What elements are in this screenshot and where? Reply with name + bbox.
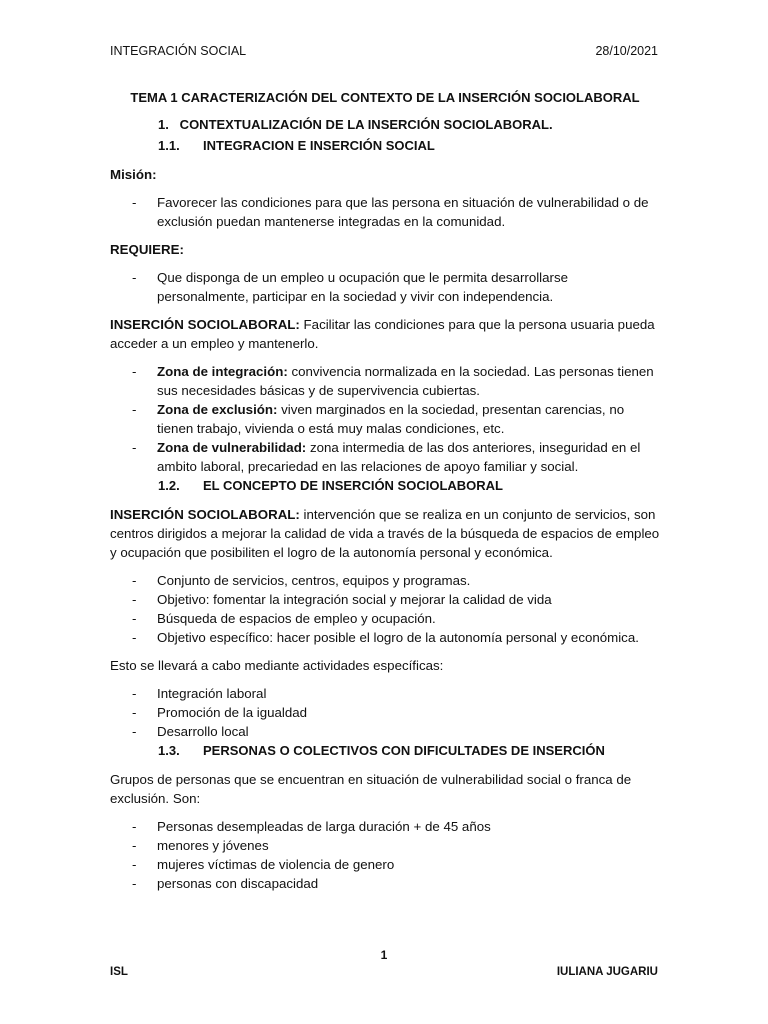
- page-number: 1: [380, 948, 388, 962]
- header-date: 28/10/2021: [595, 44, 658, 58]
- list-item: - Zona de integración: convivencia normalizada en la sociedad. Las personas tienen sus necesidades básicas y de supervivencia cubiertas.: [132, 364, 654, 398]
- section-1-3-heading: [110, 741, 660, 761]
- list-item: - mujeres víctimas de violencia de genero: [132, 857, 395, 872]
- section-number: 1.1.: [158, 138, 180, 153]
- dash-bullet: -: [132, 611, 137, 626]
- dash-bullet: -: [132, 857, 137, 872]
- dash-bullet: -: [132, 195, 137, 210]
- insercion-definition-1: INSERCIÓN SOCIOLABORAL: Facilitar las condiciones para que la persona usuaria pueda acceder a un empleo y mantenerlo.: [110, 317, 655, 351]
- insercion-definition-2: INSERCIÓN SOCIOLABORAL: intervención que se realiza en un conjunto de servicios, son centros dirigidos a mejorar la calidad de vida a través de la búsqueda de espacios de empleo y ocupación que posibiliten el logro de la autonomía personal y económica.: [110, 507, 660, 560]
- dash-bullet: -: [132, 724, 137, 739]
- requiere-label: REQUIERE:: [110, 242, 184, 257]
- section-1-2-heading: [110, 476, 660, 496]
- list-item: - Desarrollo local: [132, 724, 249, 739]
- list-item: - Búsqueda de espacios de empleo y ocupación.: [132, 611, 436, 626]
- list-item: - Favorecer las condiciones para que las persona en situación de vulnerabilidad o de exclusión puedan mantenerse integradas en la comunidad.: [132, 195, 649, 229]
- dash-bullet: -: [132, 838, 137, 853]
- dash-bullet: -: [132, 270, 137, 285]
- list-item: - Que disponga de un empleo u ocupación que le permita desarrollarse personalmente, participar en la sociedad y vivir con independencia.: [132, 270, 568, 304]
- list-item: - Personas desempleadas de larga duración + de 45 años: [132, 819, 491, 834]
- mision-list: [110, 193, 660, 231]
- dash-bullet: -: [132, 630, 137, 645]
- dash-bullet: -: [132, 440, 137, 455]
- header-left: INTEGRACIÓN SOCIAL: [110, 44, 247, 58]
- section-title: PERSONAS O COLECTIVOS CON DIFICULTADES DE INSERCIÓN: [203, 743, 605, 758]
- list-item: - Zona de exclusión: viven marginados en la sociedad, presentan carencias, no tienen trabajo, vivienda o está muy malas condiciones, etc.: [132, 402, 625, 436]
- document-body: [110, 88, 660, 893]
- dash-bullet: -: [132, 686, 137, 701]
- dash-bullet: -: [132, 592, 137, 607]
- actividades-list: [110, 684, 660, 741]
- actividades-intro: Esto se llevará a cabo mediante actividades específicas:: [110, 658, 444, 673]
- footer-author: IULIANA JUGARIU: [556, 966, 658, 978]
- mision-label: Misión:: [110, 167, 157, 182]
- list-item: - Integración laboral: [132, 686, 267, 701]
- zonas-list: [110, 362, 660, 476]
- list-item: - menores y jóvenes: [132, 838, 269, 853]
- section-number: 1.3.: [158, 743, 180, 758]
- list-item: - Zona de vulnerabilidad: zona intermedia de las dos anteriores, inseguridad en el ambito laboral, precariedad en las relaciones de apoyo familiar y social.: [132, 440, 641, 474]
- section-title: EL CONCEPTO DE INSERCIÓN SOCIOLABORAL: [203, 478, 503, 493]
- servicios-list: [110, 571, 660, 647]
- list-item: - Objetivo: fomentar la integración social y mejorar la calidad de vida: [132, 592, 552, 607]
- section-title: INTEGRACION E INSERCIÓN SOCIAL: [203, 138, 435, 153]
- dash-bullet: -: [132, 705, 137, 720]
- dash-bullet: -: [132, 876, 137, 891]
- list-item: - Conjunto de servicios, centros, equipos y programas.: [132, 573, 471, 588]
- section-1-1-heading: [110, 136, 660, 156]
- section-number: 1.2.: [158, 478, 180, 493]
- list-item: - Objetivo específico: hacer posible el logro de la autonomía personal y económica.: [132, 630, 639, 645]
- dash-bullet: -: [132, 819, 137, 834]
- dash-bullet: -: [132, 573, 137, 588]
- dash-bullet: -: [132, 402, 137, 417]
- dash-bullet: -: [132, 364, 137, 379]
- grupos-intro: Grupos de personas que se encuentran en situación de vulnerabilidad social o franca de exclusión. Son:: [110, 772, 632, 806]
- section-1-heading: 1. CONTEXTUALIZACIÓN DE LA INSERCIÓN SOCIOLABORAL.: [158, 117, 553, 132]
- requiere-list: [110, 268, 660, 306]
- page-header: [110, 44, 658, 58]
- grupos-list: [110, 817, 660, 893]
- document-title: TEMA 1 CARACTERIZACIÓN DEL CONTEXTO DE LA INSERCIÓN SOCIOLABORAL: [130, 90, 640, 105]
- page-footer: [110, 966, 658, 978]
- list-item: - personas con discapacidad: [132, 876, 319, 891]
- list-item: - Promoción de la igualdad: [132, 705, 308, 720]
- footer-left: ISL: [110, 966, 128, 978]
